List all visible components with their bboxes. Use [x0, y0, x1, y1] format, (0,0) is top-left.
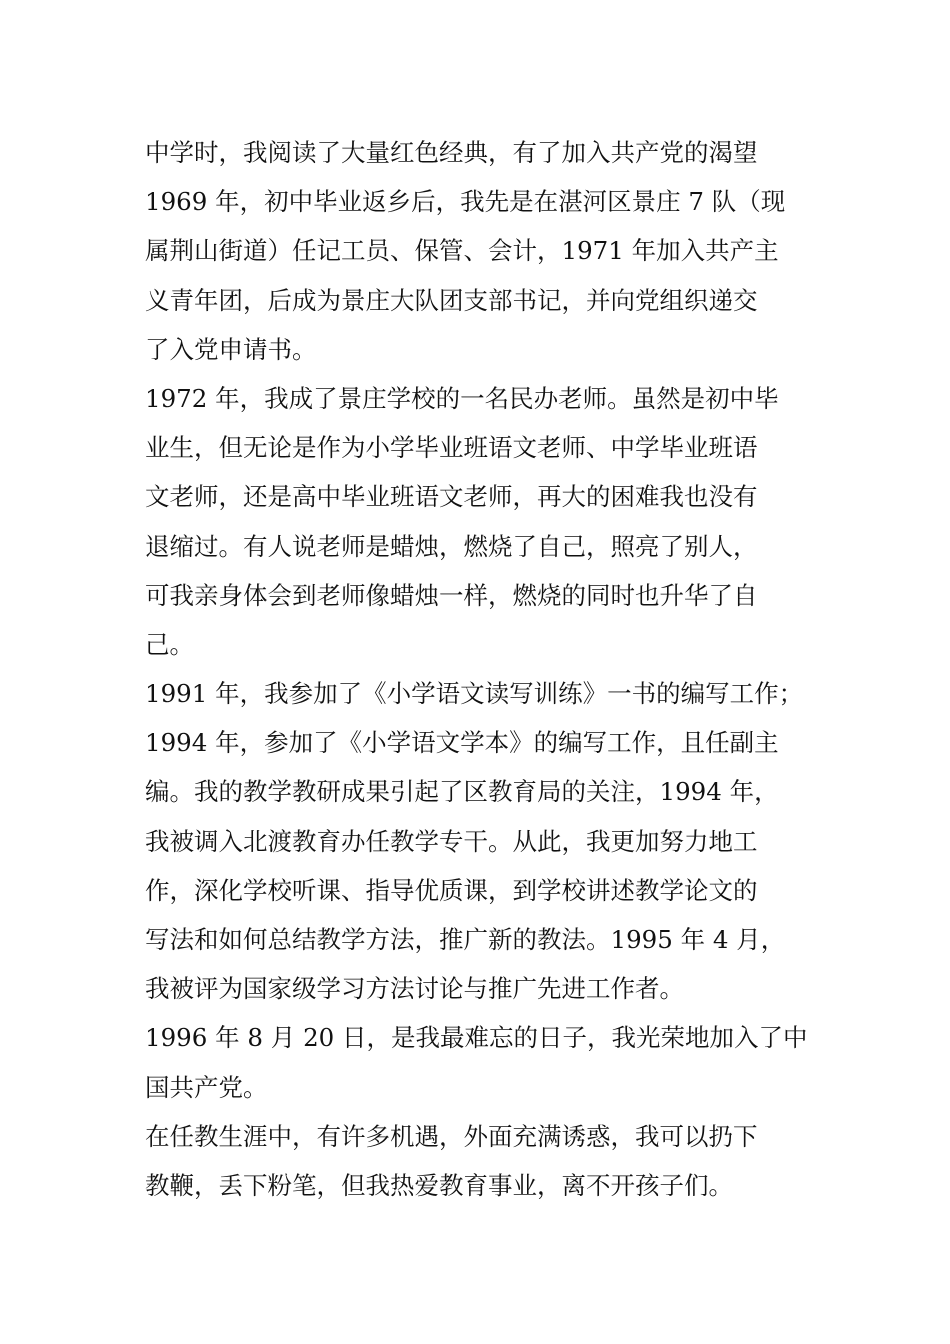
- text-line: 业生，但无论是作为小学毕业班语文老师、中学毕业班语: [145, 433, 758, 463]
- text-line: 1994 年，参加了《小学语文学本》的编写工作，且任副主: [145, 728, 779, 758]
- text-line: 1996 年 8 月 20 日，是我最难忘的日子，我光荣地加入了中: [145, 1023, 808, 1053]
- text-line: 退缩过。有人说老师是蜡烛，燃烧了自己，照亮了别人，: [145, 531, 758, 561]
- text-line: 义青年团，后成为景庄大队团支部书记，并向党组织递交: [145, 285, 758, 315]
- text-line: 写法和如何总结教学方法，推广新的教法。1995 年 4 月，: [145, 925, 786, 954]
- text-line: 我被评为国家级学习方法讨论与推广先进工作者。: [145, 974, 684, 1004]
- text-line: 己。: [145, 629, 194, 659]
- text-line: 中学时，我阅读了大量红色经典，有了加入共产党的渴望: [145, 138, 758, 167]
- text-line: 属荆山街道）任记工员、保管、会计，1971 年加入共产主: [145, 236, 779, 266]
- body-text: [145, 128, 825, 1210]
- text-line: 我被调入北渡教育办任教学专干。从此，我更加努力地工: [145, 826, 758, 856]
- text-line: 了入党申请书。: [145, 334, 317, 364]
- text-line: 在任教生涯中，有许多机遇，外面充满诱惑，我可以扔下: [145, 1121, 758, 1151]
- text-line: 作，深化学校听课、指导优质课，到学校讲述教学论文的: [145, 875, 758, 905]
- text-line: 1972 年，我成了景庄学校的一名民办老师。虽然是初中毕: [145, 383, 779, 413]
- text-line: 教鞭，丢下粉笔，但我热爱教育事业，离不开孩子们。: [145, 1170, 733, 1200]
- text-line: 1991 年，我参加了《小学语文读写训练》一书的编写工作；: [145, 679, 804, 709]
- text-line: 可我亲身体会到老师像蜡烛一样，燃烧的同时也升华了自: [145, 580, 758, 610]
- text-line: 1969 年，初中毕业返乡后，我先是在湛河区景庄 7 队（现: [145, 187, 786, 217]
- text-line: 国共产党。: [145, 1072, 268, 1102]
- text-line: 编。我的教学教研成果引起了区教育局的关注，1994 年，: [145, 777, 779, 807]
- text-line: 文老师，还是高中毕业班语文老师，再大的困难我也没有: [145, 482, 758, 512]
